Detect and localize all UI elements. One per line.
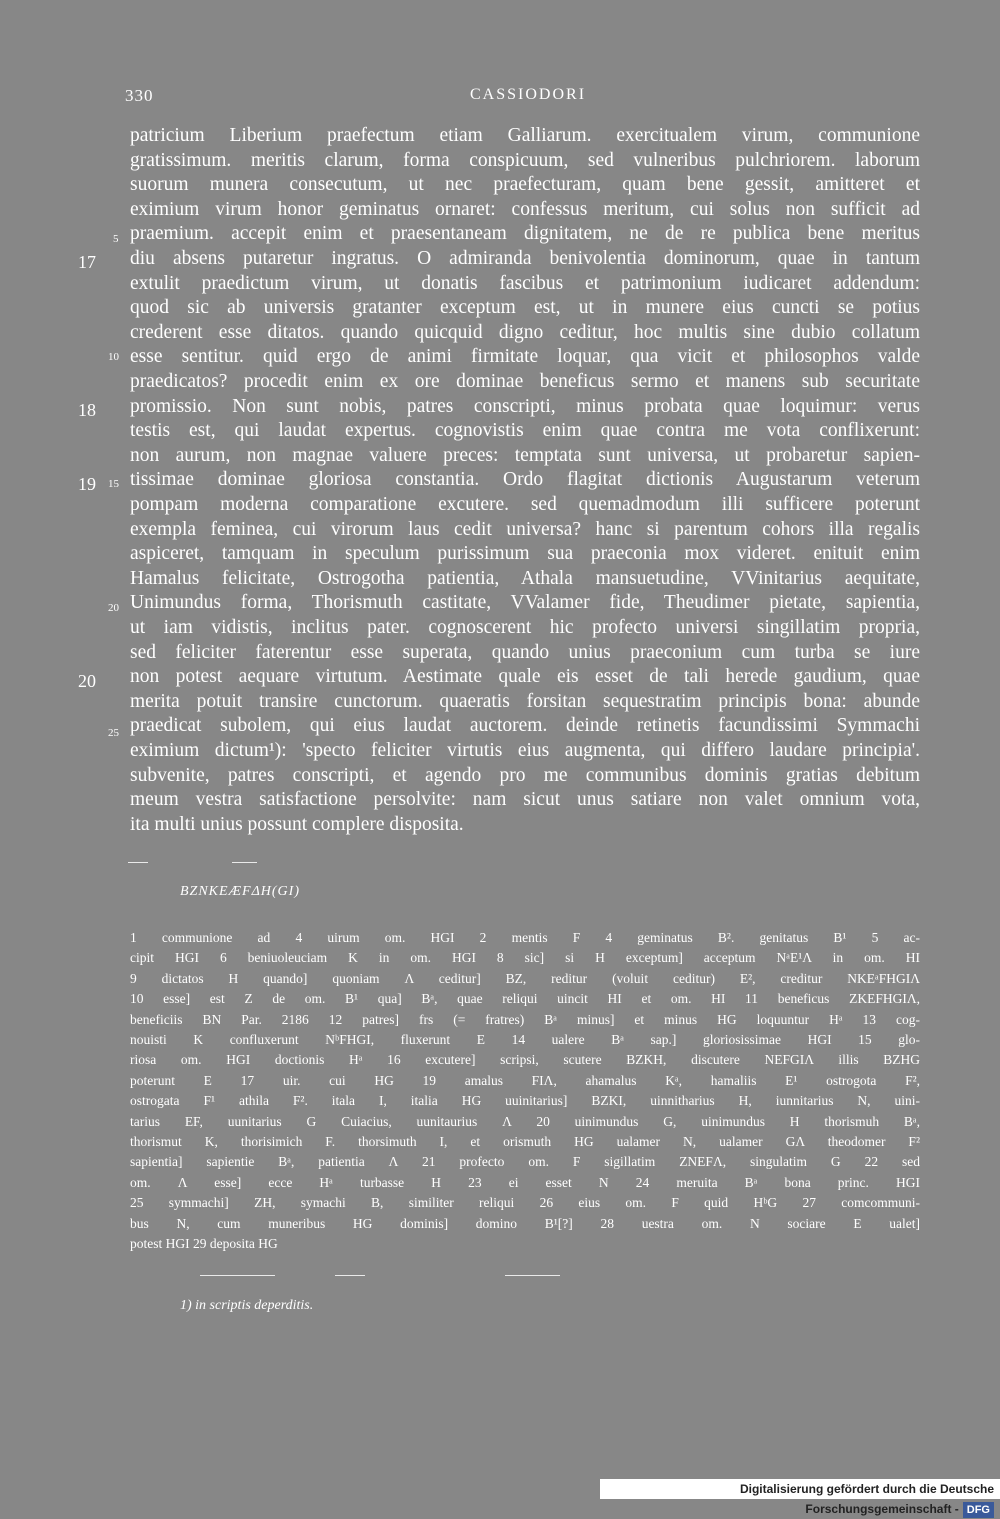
margin-line-number: 25 (108, 727, 119, 739)
text-line: ita multi unius possunt complere disposita. (130, 813, 464, 835)
text-line: non aurum, non magnae valuere preces: temptata sunt universa, ut probaretur sapien- (130, 444, 920, 466)
apparatus-line: tarius EF, uunitarius G Cuiacius, uunitaurius Λ 20 uinimundus G, uinimundus H thorismuh Bᵃ, (130, 1113, 920, 1129)
separator-mark (232, 862, 257, 863)
margin-line-number: 10 (108, 351, 119, 363)
dfg-logo: DFG (963, 1502, 994, 1518)
text-line: pompam moderna comparatione excutere. sed quemadmodum illi sufficere poterunt (130, 494, 920, 515)
running-title: CASSIODORI (470, 86, 587, 103)
manuscript-sigla: BZNKEÆFΔH(GΙ) (180, 884, 300, 899)
text-line: crederent esse ditatos. quando quicquid digno ceditur, hoc multis sine dubio collatum (130, 321, 920, 343)
apparatus-line: riosa om. HGI doctionis Hᵃ 16 excutere] scripsi, scutere BZKH, discutere NEFGIΛ illis BZHG (130, 1052, 920, 1068)
text-line: Unimundus forma, Thorismuth castitate, VValamer fide, Theudimer pietate, sapientia, (130, 592, 920, 614)
footnote-rule (335, 1275, 365, 1276)
text-line: esse sentitur. quid ergo de animi firmitate loquar, qua vicit et philosophos valde (130, 346, 920, 368)
apparatus-line: cipit HGI 6 beniuoleuciam K in om. HGI 8 sic] si H exceptum] acceptum NᵃE¹Λ in om. HI (130, 950, 920, 966)
margin-section-number: 18 (78, 400, 96, 420)
footnote-rule (505, 1275, 560, 1276)
apparatus-line: bus N, cum muneribus HG dominis] domino B¹[?] 28 uestra om. N sociare E ualet] (130, 1215, 920, 1231)
text-line: quod sic ab universis gratanter exceptum est, ut in munere eius cuncti se potius (130, 297, 920, 319)
text-line: eximium dictum¹): 'specto feliciter virtutis eius augmenta, qui differo laudare principia'. (130, 740, 920, 761)
text-line: tissimae dominae gloriosa constantia. Ordo flagitat dictionis Augustarum veterum (130, 469, 920, 491)
apparatus-line: om. Λ esse] ecce Hᵃ turbasse H 23 ei esset N 24 meruita Bᵃ bona princ. HGI (130, 1174, 920, 1190)
text-line: gratissimum. meritis clarum, forma conspicuum, sed vulneribus pulchriorem. laborum (130, 149, 920, 171)
footnote: 1) in scriptis deperditis. (180, 1298, 314, 1313)
text-line: eximium virum honor geminatus ornaret: confessus meritum, cui solus non sufficit ad (130, 198, 920, 220)
apparatus-line: 9 dictatos H quando] quoniam Λ ceditur] BZ, reditur (voluit ceditur) E², creditur NKEᵃFHGIΛ (130, 970, 920, 986)
apparatus-line: 25 symmachi] ZH, symachi B, similiter reliqui 26 eius om. F quid HᵇG 27 comcommuni- (130, 1195, 920, 1211)
text-line: praemium. accepit enim et praesentaneam dignitatem, ne de re publica bene meritus (130, 223, 920, 245)
text-line: ut iam vidistis, inclitus pater. cognoscerent hic profecto universi singillatim propria, (130, 617, 920, 638)
text-line: non potest aequare virtutum. Aestimate quale eis esset de tali herede gaudium, quae (130, 666, 920, 688)
text-line: exempla feminea, cui virorum laus cedit universa? hanc si parentum cohors illa regalis (130, 518, 920, 540)
apparatus-line: 1 communione ad 4 uirum om. HGI 2 mentis F 4 geminatus B². genitatus B¹ 5 ac- (130, 930, 920, 945)
text-line: Hamalus felicitate, Ostrogotha patientia, Athala mansuetudine, VVinitarius aequitate, (130, 567, 920, 589)
text-line: subvenite, patres conscripti, et agendo pro me communibus dominis gratias debitum (130, 764, 920, 786)
page-number: 330 (125, 86, 154, 105)
footer-text: Digitalisierung gefördert durch die Deutsche Forschungsgemeinschaft - (739, 1482, 994, 1516)
separator-mark (128, 862, 148, 863)
text-line: promissio. Non sunt nobis, patres conscripti, minus probata quae loquimur: verus (130, 395, 920, 417)
margin-line-number: 15 (108, 478, 119, 490)
apparatus-line: 10 esse] est Z de om. B¹ qua] Bᵃ, quae reliqui uincit HI et om. HI 11 beneficus ZKEFHGIΛ, (130, 991, 920, 1007)
text-line: extulit praedictum virum, ut donatis fascibus et patrimonium iudicaret addendum: (130, 272, 920, 294)
text-line: testis est, qui laudat expertus. cognovistis enim quae contra me vota conflixerunt: (130, 420, 920, 442)
apparatus-line: beneficiis BN Par. 2186 12 patres] frs (= fratres) Bᵃ minus] et minus HG loquuntur Hᵃ 13 cog- (130, 1011, 920, 1027)
text-line: meum vestra satisfactione persolvite: nam sicut unus satiare non valet omnium vota, (130, 789, 920, 811)
apparatus-line: nouisti K confluxerunt NᵇFHGI, fluxerunt E 14 ualere Bᵃ sap.] gloriosissimae HGI 15 glo- (130, 1032, 920, 1047)
apparatus-line: sapientia] sapientie Bᵃ, patientia Λ 21 profecto om. F sigillatim ZNEFΛ, singulatim G 22 sed (130, 1154, 920, 1170)
margin-section-number: 19 (78, 474, 96, 494)
text-line: praedicat subolem, qui eius laudat auctorem. deinde retinetis facundissimi Symmachi (130, 715, 920, 737)
text-line: praedicatos? procedit enim ex ore dominae beneficus sermo et manens sub securitate (130, 371, 920, 392)
text-line: merita potuit transire cunctorum. quaeratis forsitan sequestratim principis bona: abunde (130, 690, 920, 712)
apparatus-line: potest HGI 29 deposita HG (130, 1236, 278, 1251)
margin-line-number: 5 (113, 233, 119, 245)
apparatus-line: thorismut K, thorisimich F. thorsimuth I, et orismuth HG ualamer N, ualamer GΛ theodomer F² (130, 1134, 920, 1149)
margin-section-number: 20 (78, 671, 96, 691)
apparatus-line: poterunt E 17 uir. cui HG 19 amalus FIΛ, ahamalus Kᵃ, hamaliis E¹ ostrogota F², (130, 1072, 920, 1088)
footnote-rule (200, 1275, 275, 1276)
text-line: patricium Liberium praefectum etiam Galliarum. exercitualem virum, communione (130, 125, 920, 146)
text-line: suorum munera consecutum, ut nec praefecturam, quam bene gessit, amitteret et (130, 174, 920, 196)
apparatus-line: ostrogata F¹ athila F². itala I, italia HG uuinitarius] BZKI, uinnitharius H, iunnitarius N, uini- (130, 1093, 920, 1109)
margin-section-number: 17 (78, 252, 96, 272)
digitization-footer (600, 1479, 1000, 1516)
margin-line-number: 20 (108, 602, 119, 614)
text-line: diu absens putaretur ingratus. O admiranda benivolentia dominorum, quae in tantum (130, 248, 920, 269)
text-line: aspiceret, tamquam in speculum purissimum sua praeconia mox videret. enituit enim (130, 543, 920, 565)
text-line: sed feliciter faterentur esse superata, quando unius praeconium cum turba se iure (130, 641, 920, 663)
